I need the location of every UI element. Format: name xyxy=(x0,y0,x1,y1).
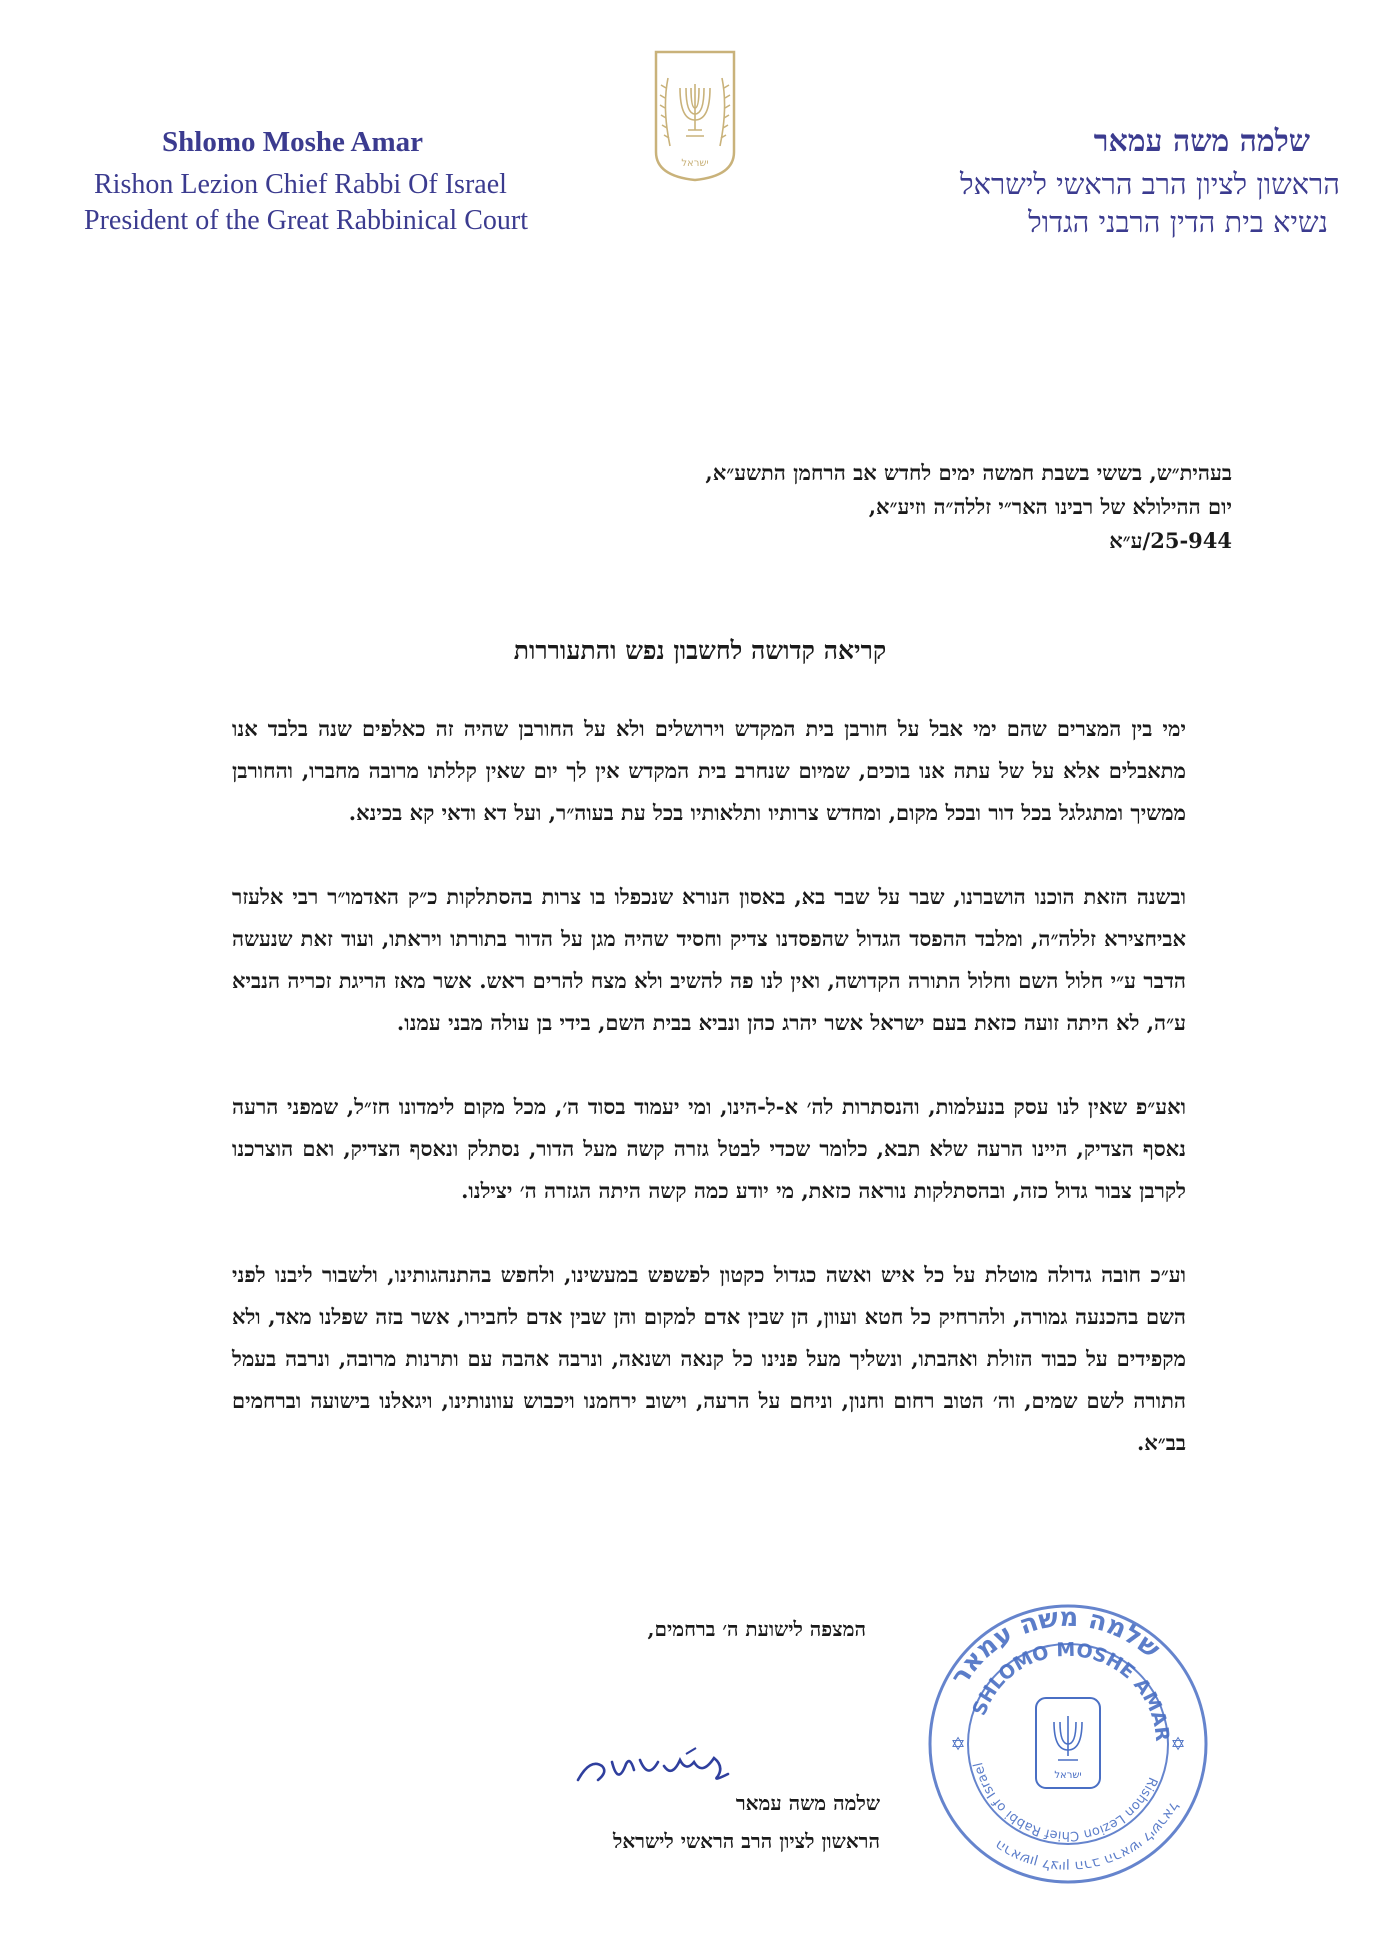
state-emblem xyxy=(650,48,740,182)
hebrew-title-chief-rabbi: הראשון לציון הרב הראשי לישראל xyxy=(959,167,1340,201)
svg-text:SHLOMO MOSHE AMAR: SHLOMO MOSHE AMAR xyxy=(968,1638,1174,1743)
date-block xyxy=(332,456,1232,558)
svg-text:הראשון לציון הרב הראשי לישראל: הראשון לציון הרב הראשי לישראל xyxy=(992,1798,1182,1875)
signer-title: הראשון לציון הרב הראשי לישראל xyxy=(612,1829,880,1853)
signer-name: שלמה משה עמאר xyxy=(735,1791,880,1815)
paragraph: ואע״פ שאין לנו עסק בנעלמות, והנסתרות לה׳ א-ל-הינו, ומי יעמוד בסוד ה׳, מכל מקום לימדונו חז״ל, שמפני הרעה נאסף הצדיק, היינו הרעה שלא תבא, כלומר שכדי לבטל גזרה קשה מעל הדור, נסתלק ונאסף הצדיק, ואם הוצרכנו לקרבן צבור גדול כזה, ובהסתלקות נוראה כזאת, מי יודע כמה קשה היתה הגזרה ה׳ יצילנו. xyxy=(232,1094,1186,1203)
svg-text:✡: ✡ xyxy=(950,1734,966,1755)
official-stamp xyxy=(918,1594,1218,1894)
signer-block xyxy=(613,1784,880,1860)
english-letterhead xyxy=(60,126,620,239)
paragraph: ימי בין המצרים שהם ימי אבל על חורבן בית המקדש וירושלים ולא על החורבן שהיה זה כאלפים שנה בלבד אנו מתאבלים אלא על של עתה אנו בוכים, שמיום שנחרב בית המקדש אין לך יום שאין קללתו מרובה מחברו, והחורבן ממשיך ומתגלגל בכל דור ובכל מקום, ומחדש צרותיו ותלאותיו בכל עת בעוה״ר, ועל דא ודאי קא בכינא. xyxy=(232,716,1186,825)
svg-text:ישראל: ישראל xyxy=(681,158,709,169)
emblem-icon xyxy=(650,48,740,182)
english-title-president: President of the Great Rabbinical Court xyxy=(84,205,528,236)
svg-text:✡: ✡ xyxy=(1170,1734,1186,1755)
english-name: Shlomo Moshe Amar xyxy=(162,126,423,158)
occasion-line: יום ההילולא של רבינו האר״י זללה״ה וזיע״א, xyxy=(868,494,1232,519)
document-title: קריאה קדושה לחשבון נפש והתעוררות xyxy=(513,636,887,665)
hebrew-title-president: נשיא בית הדין הרבני הגדול xyxy=(1028,205,1328,239)
paragraph: ובשנה הזאת הוכנו הושברנו, שבר על שבר בא, באסון הנורא שנכפלו בו צרות בהסתלקות כ״ק האדמו״ר רבי אלעזר אביחצירא זללה״ה, ומלבד ההפסד הגדול שהפסדנו צדיק וחסיד שהיה מגן על הדור בתורתו ויראתו, ועוד זאת שנעשה הדבר ע״י חלול השם וחלול התורה הקדושה, ואין לנו פה להשיב ולא מצח להרים ראש. אשר מאז הריגת זכריה הנביא ע״ה, לא היתה זועה כזאת בעם ישראל אשר יהרג כהן ונביא בבית השם, בידי בן עולה מבני עמנו. xyxy=(232,884,1186,1035)
hebrew-name: שלמה משה עמאר xyxy=(1093,124,1310,159)
svg-text:שלמה משה עמאר: שלמה משה עמאר xyxy=(944,1602,1166,1691)
date-line: בעהית״ש, בששי בשבת חמשה ימים לחדש אב הרחמן התשע״א, xyxy=(705,460,1232,485)
svg-text:Rishon Lezion Chief Rabbi of I: Rishon Lezion Chief Rabbi of Israel xyxy=(971,1760,1160,1844)
paragraph: וע״כ חובה גדולה מוטלת על כל איש ואשה כגדול כקטון לפשפש במעשינו, ולחפש בהתנהגותינו, ולשבור ליבנו לפני השם בהכנעה גמורה, ולהרחיק כל חטא ועוון, הן שבין אדם למקום והן שבין אדם לחבירו, אשר בזה שפלנו מאד, ולא מקפידים על כבוד הזולת ואהבתו, ונשליך מעל פנינו כל קנאה ושנאה, ונרבה אהבה עם ותרנות מרובה, ונרבה בעמל התורה לשם שמים, וה׳ הטוב רחום וחנון, וניחם על הרעה, וישוב ירחמנו ויכבוש עוונותינו, ויגאלנו בישועה וברחמים בב״א. xyxy=(232,1262,1186,1455)
hebrew-letterhead xyxy=(760,124,1340,241)
reference-number: 25-944/ע״א xyxy=(1109,528,1232,553)
svg-text:ישראל: ישראל xyxy=(1054,1770,1082,1781)
closing-line: המצפה לישועת ה׳ ברחמים, xyxy=(647,1617,866,1641)
letter-body xyxy=(232,708,1186,1506)
english-title-chief-rabbi: Rishon Lezion Chief Rabbi Of Israel xyxy=(94,169,507,200)
stamp-icon xyxy=(918,1594,1218,1894)
